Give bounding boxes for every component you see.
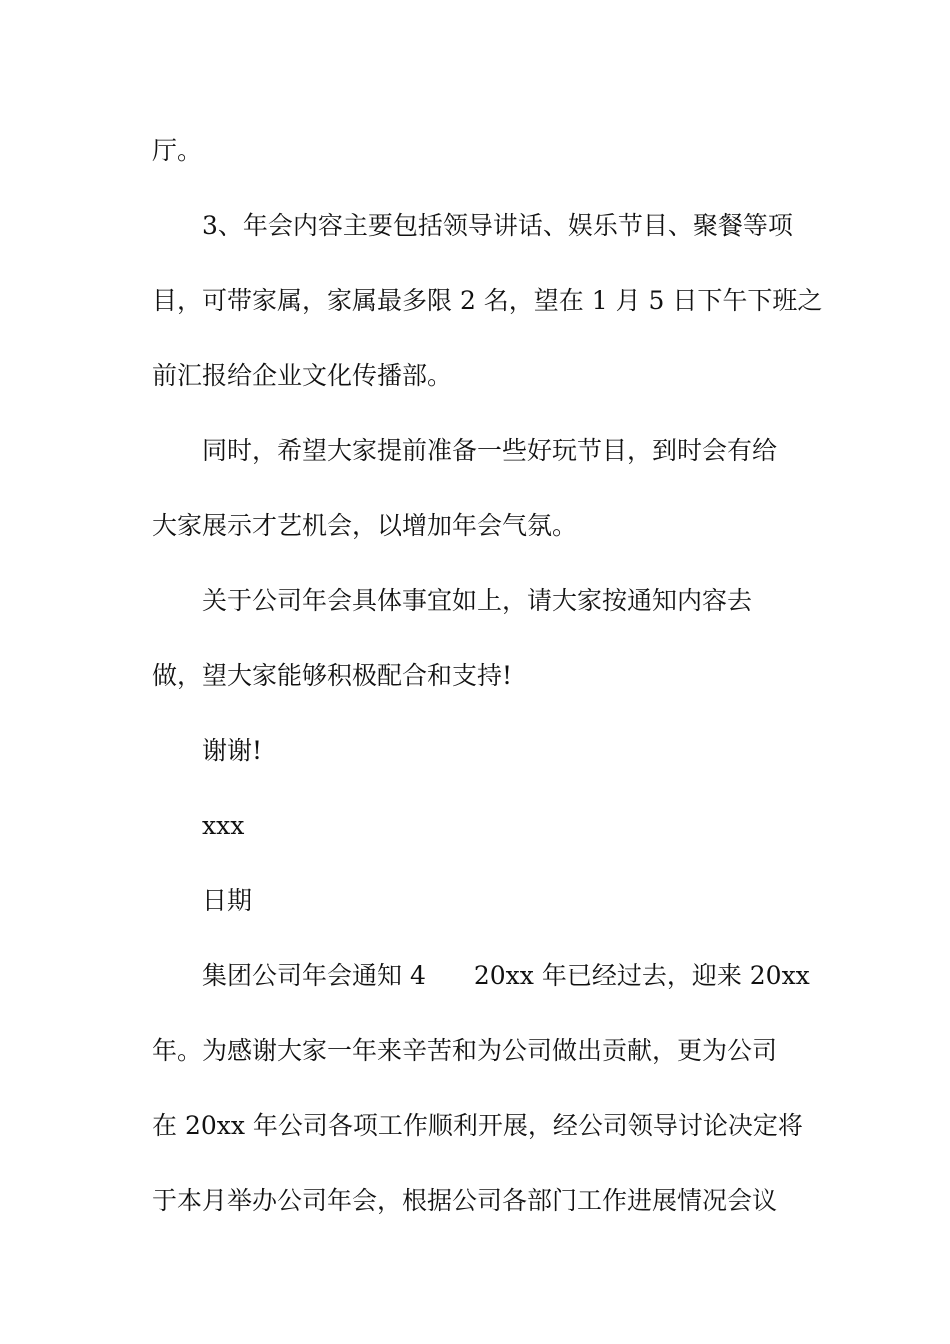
- body-line: 于本月举办公司年会，根据公司各部门工作进展情况会议: [152, 1186, 778, 1215]
- body-line: 关于公司年会具体事宜如上，请大家按通知内容去: [202, 586, 753, 615]
- signature-name: xxx: [202, 811, 245, 840]
- notice-heading: 集团公司年会通知 4: [202, 961, 426, 990]
- body-line: 前汇报给企业文化传播部。: [152, 361, 453, 390]
- body-line: 大家展示才艺机会，以增加年会气氛。: [152, 511, 578, 540]
- body-line: 同时，希望大家提前准备一些好玩节目，到时会有给: [202, 436, 778, 465]
- notice-opening: 20xx 年已经过去，迎来 20xx: [473, 961, 810, 990]
- notice-first-line: [0, 959, 950, 993]
- body-line: 做，望大家能够积极配合和支持!: [152, 661, 513, 690]
- body-line: 厅。: [152, 136, 203, 165]
- body-line: 目，可带家属，家属最多限 2 名，望在 1 月 5 日下午下班之: [152, 286, 823, 315]
- body-line: 年。为感谢大家一年来辛苦和为公司做出贡献，更为公司: [152, 1036, 778, 1065]
- body-line: 3、年会内容主要包括领导讲话、娱乐节目、聚餐等项: [202, 211, 793, 240]
- body-line: 在 20xx 年公司各项工作顺利开展，经公司领导讨论决定将: [152, 1111, 803, 1140]
- closing-thanks: 谢谢!: [202, 736, 263, 765]
- signature-date: 日期: [202, 886, 253, 915]
